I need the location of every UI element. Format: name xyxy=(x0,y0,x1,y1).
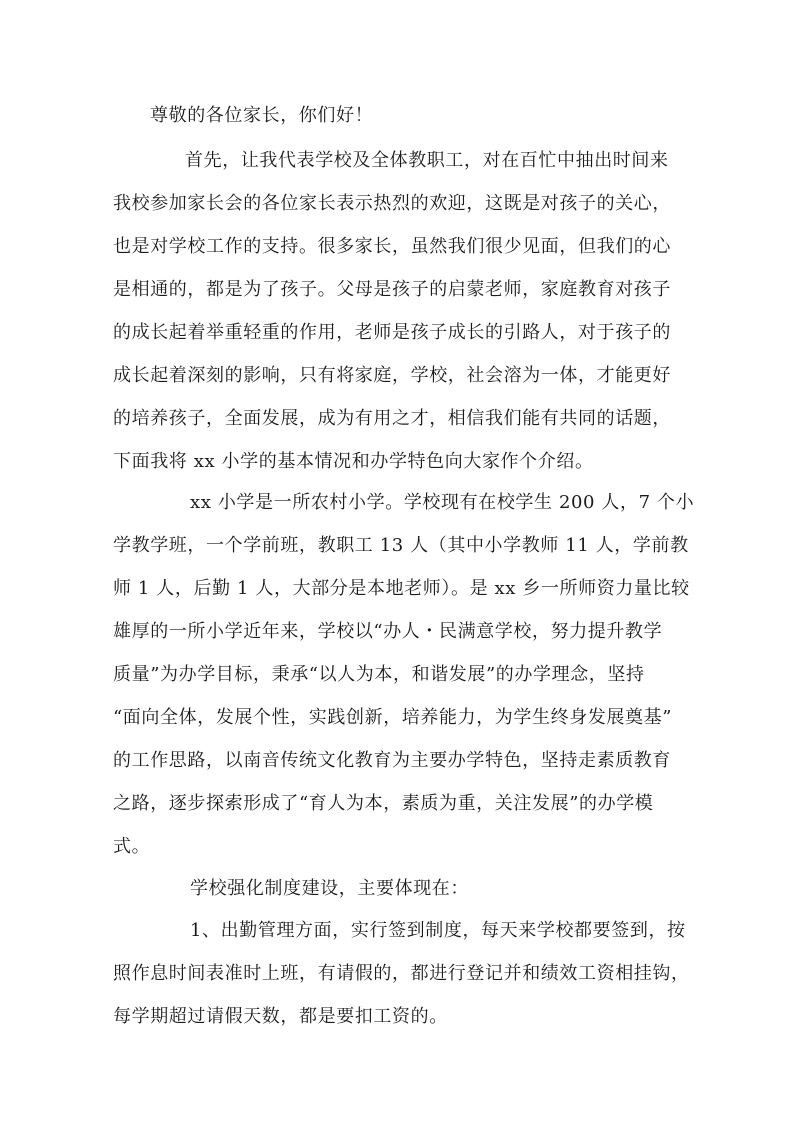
paragraph-1-line-5: 的成长起着举重轻重的作用，老师是孩子成长的引路人，对于孩子的 xyxy=(113,322,671,343)
paragraph-2-line-2: 学教学班，一个学前班，教职工 13 人（其中小学教师 11 人，学前教 xyxy=(113,535,689,556)
paragraph-4-line-1: 1、出勤管理方面，实行签到制度，每天来学校都要签到，按 xyxy=(190,920,686,941)
paragraph-2-line-5: 质量”为办学目标，秉承“以人为本，和谐发展”的办学理念，坚持 xyxy=(113,664,645,685)
paragraph-1-line-7: 的培养孩子，全面发展，成为有用之才，相信我们能有共同的话题， xyxy=(113,408,671,429)
greeting-line: 尊敬的各位家长，你们好！ xyxy=(150,105,374,126)
paragraph-2-line-3: 师 1 人，后勤 1 人，大部分是本地老师）。是 xx 乡一所师资力量比较 xyxy=(113,578,690,599)
paragraph-1-line-3: 也是对学校工作的支持。很多家长，虽然我们很少见面，但我们的心 xyxy=(113,236,671,257)
paragraph-2-line-9: 式。 xyxy=(113,836,151,857)
paragraph-1-line-6: 成长起着深刻的影响，只有将家庭，学校，社会溶为一体，才能更好 xyxy=(113,365,671,386)
paragraph-1-line-1: 首先，让我代表学校及全体教职工，对在百忙中抽出时间来 xyxy=(185,150,669,171)
paragraph-1-line-4: 是相通的，都是为了孩子。父母是孩子的启蒙老师，家庭教育对孩子 xyxy=(113,279,671,300)
paragraph-2-line-8: 之路，逐步探索形成了“育人为本，素质为重，关注发展”的办学模 xyxy=(113,793,654,814)
paragraph-3-line-1: 学校强化制度建设，主要体现在： xyxy=(190,878,469,899)
paragraph-1-line-8: 下面我将 xx 小学的基本情况和办学特色向大家作个介绍。 xyxy=(113,451,594,472)
paragraph-2-line-1: xx 小学是一所农村小学。学校现有在校学生 200 人，7 个小 xyxy=(190,492,695,513)
paragraph-4-line-2: 照作息时间表准时上班，有请假的，都进行登记并和绩效工资相挂钩， xyxy=(113,963,690,984)
paragraph-1-line-2: 我校参加家长会的各位家长表示热烈的欢迎，这既是对孩子的关心， xyxy=(113,193,671,214)
paragraph-2-line-7: 的工作思路，以南音传统文化教育为主要办学特色，坚持走素质教育 xyxy=(113,750,671,771)
paragraph-2-line-4: 雄厚的一所小学近年来，学校以“办人・民满意学校，努力提升教学 xyxy=(113,621,663,642)
paragraph-4-line-3: 每学期超过请假天数，都是要扣工资的。 xyxy=(113,1006,448,1027)
paragraph-2-line-6: “面向全体，发展个性，实践创新，培养能力，为学生终身发展奠基” xyxy=(113,707,673,728)
